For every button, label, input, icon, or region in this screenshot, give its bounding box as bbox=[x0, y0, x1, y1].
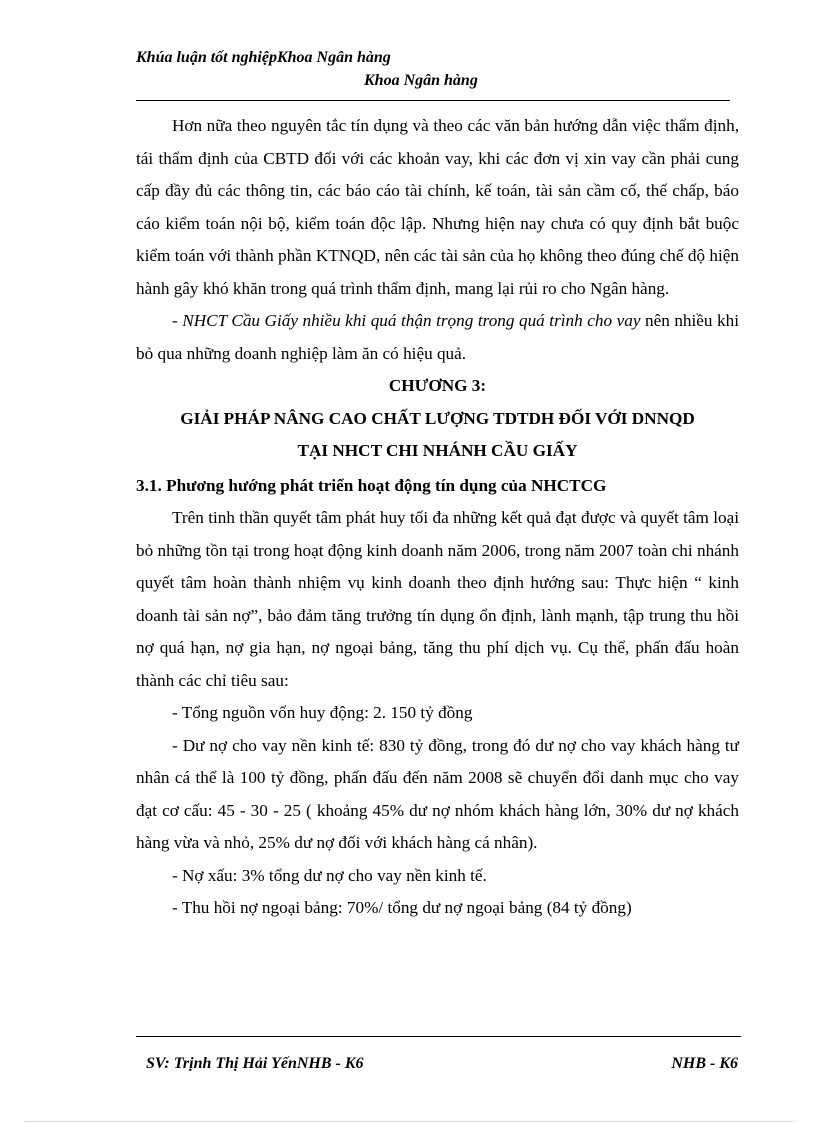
footer-author: SV: Trịnh Thị Hải YếnNHB - K6 bbox=[146, 1055, 364, 1072]
list-item: - Thu hồi nợ ngoại bảng: 70%/ tổng dư nợ ngoại bảng (84 tỷ đồng) bbox=[172, 898, 632, 917]
header-subtitle: Khoa Ngân hàng bbox=[364, 72, 478, 89]
paragraph-direction: Trên tinh thần quyết tâm phát huy tối đa những kết quả đạt được và quyết tâm loại bỏ những tồn tại trong hoạt động kinh doanh năm 2006, trong năm 2007 toàn chi nhánh quyết tâm hoàn thành nhiệm vụ kinh doanh theo định hướng sau: Thực hiện “ kinh doanh tài sản nợ”, bảo đảm tăng trưởng tín dụng ổn định, lành mạnh, tập trung thu hồi nợ quá hạn, nợ gia hạn, nợ ngoại bảng, tăng thu phí dịch vụ. Cụ thể, phấn đấu hoàn thành các chỉ tiêu sau: bbox=[136, 508, 739, 690]
section-heading: 3.1. Phương hướng phát triển hoạt động tín dụng của NHCTCG bbox=[136, 475, 607, 495]
paragraph-appraisal: Hơn nữa theo nguyên tắc tín dụng và theo các văn bản hướng dẫn việc thẩm định, tái thẩm định của CBTD đối với các khoản vay, khi các đơn vị xin vay cần phải cung cấp đầy đủ các thông tin, các báo cáo tài chính, kế toán, tài sản cầm cố, thế chấp, báo cáo kiểm toán nội bộ, kiểm toán độc lập. Nhưng hiện nay chưa có quy định bắt buộc kiểm toán với thành phần KTNQD, nên các tài sản của họ không theo đúng chế độ hiện hành gây khó khăn trong quá trình thẩm định, mang lại rủi ro cho Ngân hàng. bbox=[136, 116, 739, 298]
footer-divider bbox=[136, 1036, 741, 1037]
caution-rest-text: nên nhiều khi bỏ qua những doanh nghiệp làm ăn có hiệu quả. bbox=[136, 311, 739, 363]
list-item: - Dư nợ cho vay nền kinh tế: 830 tỷ đồng, trong đó dư nợ cho vay khách hàng tư nhân cá thể là 100 tỷ đồng, phấn đấu đến năm 2008 sẽ chuyển đổi danh mục cho vay đạt cơ cấu: 45 - 30 - 25 ( khoảng 45% dư nợ nhóm khách hàng lớn, 30% dư nợ khách hàng vừa và nhỏ, 25% dư nợ đối với khách hàng cá nhân). bbox=[136, 735, 739, 852]
header-divider bbox=[136, 100, 730, 101]
paragraph-caution bbox=[136, 305, 739, 370]
page-boundary bbox=[24, 1121, 794, 1122]
list-item: - Nợ xấu: 3% tổng dư nợ cho vay nền kinh tế. bbox=[172, 865, 487, 885]
caution-italic-text: - NHCT Cầu Giấy nhiều khi quá thận trọng trong quá trình cho vay bbox=[172, 311, 641, 330]
chapter-title-line1: GIẢI PHÁP NÂNG CAO CHẤT LƯỢNG TDTDH ĐỐI VỚI DNNQD bbox=[180, 408, 695, 428]
header-title: Khúa luận tốt nghiệpKhoa Ngân hàng bbox=[136, 49, 391, 66]
list-item: - Tổng nguồn vốn huy động: 2. 150 tỷ đồng bbox=[172, 703, 473, 722]
document-body bbox=[136, 110, 739, 925]
chapter-label: CHƯƠNG 3: bbox=[388, 376, 487, 395]
footer-class: NHB - K6 bbox=[671, 1055, 738, 1072]
chapter-title-line2: TẠI NHCT CHI NHÁNH CẦU GIẤY bbox=[297, 441, 578, 460]
